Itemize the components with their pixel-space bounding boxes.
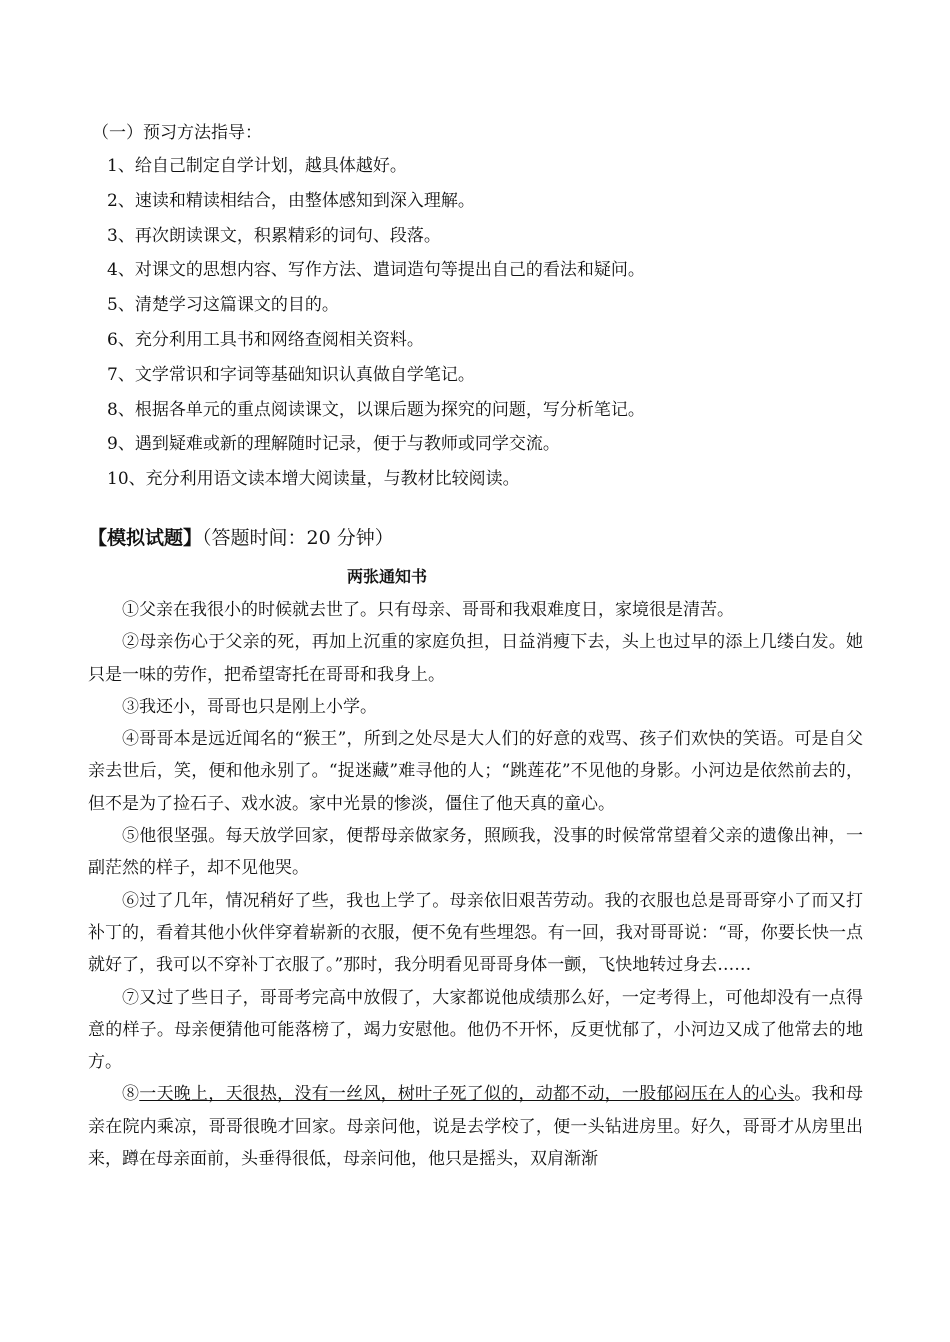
article-paragraph-6: ⑥过了几年，情况稍好了些，我也上学了。母亲依旧艰苦劳动。我的衣服也总是哥哥穿小了而又打补丁的，看着其他小伙伴穿着崭新的衣服，便不免有些埋怨。有一回，我对哥哥说：“哥，你要长快一点就好了，我可以不穿补丁衣服了。”那时，我分明看见哥哥身体一颤，飞快地转过身去……	[88, 890, 863, 976]
guide-item-4: 4、对课文的思想内容、写作方法、遣词造句等提出自己的看法和疑问。	[107, 260, 645, 281]
guide-item-5: 5、清楚学习这篇课文的目的。	[107, 295, 339, 316]
article-paragraph-7: ⑦又过了些日子，哥哥考完高中放假了，大家都说他成绩那么好，一定考得上，可他却没有一点得意的样子。母亲便猜他可能落榜了，竭力安慰他。他仍不开怀，反更忧郁了，小河边又成了他常去的地方。	[88, 987, 863, 1073]
article-title: 两张通知书	[346, 567, 427, 586]
paragraph-8-rest: 。我和母亲在院内乘凉，哥哥很晚才回家。母亲问他，说是去学校了，便一头钻进房里。好久，哥哥才从房里出来，蹲在母亲面前，头垂得很低，母亲问他，他只是摇头，双肩渐渐	[88, 1084, 864, 1170]
guide-item-10: 10、充分利用语文读本增大阅读量，与教材比较阅读。	[107, 469, 520, 490]
article-body	[88, 594, 863, 1175]
exam-time-note: （答题时间：20 分钟）	[202, 527, 394, 549]
article-paragraph-5: ⑤他很坚强。每天放学回家，便帮母亲做家务，照顾我，没事的时候常常望着父亲的遗像出神，一副茫然的样子，却不见他哭。	[88, 826, 863, 879]
article-paragraph-8	[88, 1078, 863, 1175]
guide-item-3: 3、再次朗读课文，积累精彩的词句、段落。	[107, 225, 441, 246]
article-paragraph-2: ②母亲伤心于父亲的死，再加上沉重的家庭负担，日益消瘦下去，头上也过早的添上几缕白发。她只是一味的劳作，把希望寄托在哥哥和我身上。	[88, 632, 863, 685]
guide-heading: （一）预习方法指导：	[92, 123, 262, 143]
paragraph-8-number: ⑧	[122, 1084, 140, 1105]
guide-item-7: 7、文学常识和字词等基础知识认真做自学笔记。	[107, 364, 475, 385]
guide-item-6: 6、充分利用工具书和网络查阅相关资料。	[107, 329, 424, 350]
guide-item-8: 8、根据各单元的重点阅读课文，以课后题为探究的问题，写分析笔记。	[107, 399, 645, 420]
article-paragraph-1: ①父亲在我很小的时候就去世了。只有母亲、哥哥和我艰难度日，家境很是清苦。	[122, 600, 734, 620]
guide-item-9: 9、遇到疑难或新的理解随时记录，便于与教师或同学交流。	[107, 434, 560, 455]
guide-item-2: 2、速读和精读相结合，由整体感知到深入理解。	[107, 190, 475, 211]
guide-item-1: 1、给自己制定自学计划，越具体越好。	[107, 156, 407, 176]
article-paragraph-4: ④哥哥本是远近闻名的“猴王”，所到之处尽是大人们的好意的戏骂、孩子们欢快的笑语。可是自父亲去世后，笑，便和他永别了。“捉迷藏”难寻他的人；“跳莲花”不见他的身影。小河边是依然前去的，但不是为了捡石子、戏水波。家中光景的惨淡，僵住了他天真的童心。	[88, 729, 863, 814]
article-paragraph-3: ③我还小，哥哥也只是刚上小学。	[122, 696, 377, 717]
exam-heading	[88, 524, 394, 552]
exam-label: 【模拟试题】	[88, 527, 203, 549]
underlined-sentence: 一天晚上，天很热，没有一丝风，树叶子死了似的，动都不动，一股郁闷压在人的心头	[139, 1084, 795, 1105]
guide-list	[107, 154, 645, 502]
